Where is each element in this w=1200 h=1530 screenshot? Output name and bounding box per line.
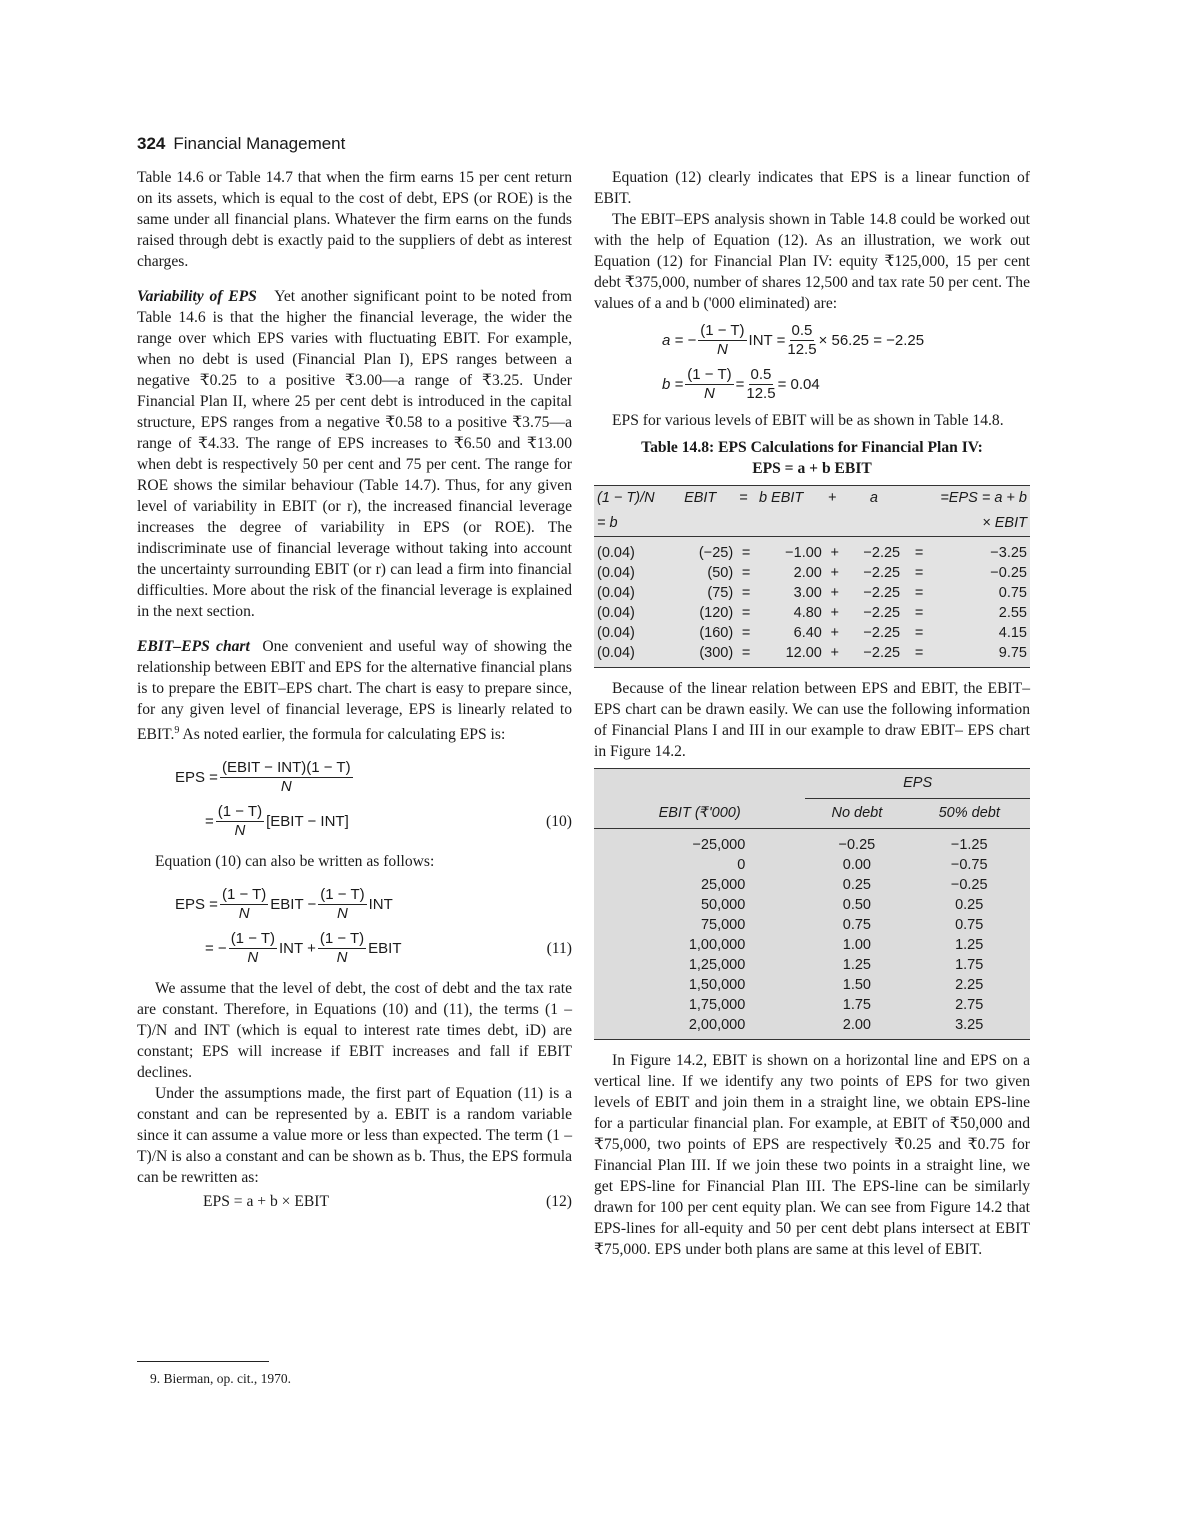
table-cell: = — [736, 643, 756, 668]
table-cell: + — [830, 625, 839, 641]
table-cell: (0.04) — [594, 643, 681, 668]
table-cell: 75,000 — [700, 917, 746, 933]
table-cell: (0.04) — [597, 625, 635, 641]
table-cell: 12.00 — [756, 643, 825, 668]
table-cell: + — [830, 565, 839, 581]
table-cell: −0.25 — [950, 877, 988, 893]
table-cell: (50) — [707, 565, 734, 581]
paragraph: Equation (10) can also be written as follows: — [155, 853, 435, 871]
table-header-row: (1 − T)/N EBIT = b EBIT + a =EPS = a + b — [594, 486, 1030, 512]
table-cell: 50,000 — [700, 897, 746, 913]
table-caption: Table 14.8: EPS Calculations for Financial Plan IV: EPS = a + b EBIT — [641, 439, 983, 477]
table-cell: 0.75 — [842, 917, 871, 933]
table-row — [594, 829, 1030, 856]
table-cell: −0.25 — [838, 837, 876, 853]
table-cell: (160) — [699, 625, 734, 641]
equation-number: (11) — [546, 939, 572, 957]
equation-12: EPS = a + b × EBIT (12) — [203, 1193, 572, 1211]
table-cell: + — [830, 585, 839, 601]
paragraph: Because of the linear relation between EPS and EBIT, the EBIT–EPS chart can be drawn easily. We can use the following information of Financial Plans I and III in our example to draw EBIT– EPS chart in Figure 14.2. — [594, 680, 1030, 760]
run-in-heading: Variability of EPS — [137, 288, 257, 305]
table-cell: 3.00 — [793, 585, 822, 601]
paragraph: In Figure 14.2, EBIT is shown on a horizontal line and EPS on a vertical line. If we identify any two points of EPS for two given levels of EBIT and join them in a straight line, we obtain EPS-line for a particular financial plan. For example, at EBIT of ₹50,000 and ₹75,000, two points of EPS are respectively ₹0.25 and ₹0.75 for Financial Plan III. If we join these two points in a straight line, we get EPS-line for Financial Plan III. The EPS-line can be similarly drawn for 100 per cent equity plan. We can see from Figure 14.2 that EPS-lines for all-equity and 50 per cent debt plans intersect at EBIT ₹75,000. EPS under both plans are same at this level of EBIT. — [594, 1052, 1030, 1258]
equation-number: (12) — [546, 1193, 572, 1211]
table-cell: (0.04) — [597, 545, 635, 561]
paragraph: We assume that the level of debt, the cost of debt and the tax rate are constant. Therefore, in Equations (10) and (11), the terms (1 – T)/N and INT (which is equal to interest rate times debt, iD) are constant; EPS will increase if EBIT increases and fall if EBIT declines. — [137, 980, 572, 1082]
table-cell: 2.00 — [793, 565, 822, 581]
table-row — [594, 855, 1030, 875]
table-cell: = — [914, 585, 924, 601]
table-cell: = — [914, 605, 924, 621]
table-cell: 1.25 — [955, 937, 984, 953]
table-row — [594, 1015, 1030, 1040]
right-column — [594, 167, 1030, 1260]
table-cell: 1.00 — [842, 937, 871, 953]
table-cell: 25,000 — [700, 877, 746, 893]
table-cell: = — [741, 605, 751, 621]
table-row — [594, 935, 1030, 955]
paragraph: EPS for various levels of EBIT will be as shown in Table 14.8. — [612, 412, 1004, 429]
table-cell: 3.25 — [908, 1015, 1030, 1040]
table-row — [594, 583, 1030, 603]
paragraph: EBIT–EPS chart One convenient and useful way of showing the relationship between EBIT and EPS for the alternative financial plans is to prepare the EBIT–EPS chart. The chart is easy to prepare since, for any given level of financial leverage, EPS is linearly related to EBIT.$^9$ As noted earlier, the formula for calculating EPS is: — [137, 638, 573, 744]
table-cell: 2.00 — [805, 1015, 908, 1040]
table-row — [594, 623, 1030, 643]
footnote-rule — [137, 1361, 269, 1362]
table-cell: = — [741, 565, 751, 581]
paragraph: Under the assumptions made, the first part of Equation (11) is a constant and can be represented by a. EBIT is a random variable since it can assume a value more or less than expected. The term (1 – T)/N is also a constant and can be shown as b. Thus, the EPS formula can be rewritten as: — [137, 1085, 572, 1187]
table-cell: 9.75 — [935, 643, 1030, 668]
running-header — [137, 134, 345, 154]
table-cell: −2.25 — [845, 643, 903, 668]
table-cell: −3.25 — [990, 545, 1027, 561]
table-cell: 2,00,000 — [594, 1015, 805, 1040]
table-cell: −25,000 — [692, 837, 746, 853]
footnote: 9. Bierman, op. cit., 1970. — [150, 1371, 291, 1386]
table-cell: −0.25 — [990, 565, 1027, 581]
table-cell: −1.25 — [950, 837, 988, 853]
paragraph: The EBIT–EPS analysis shown in Table 14.8 could be worked out with the help of Equation (12). As an illustration, we work out Equation (12) for Financial Plan IV: equity ₹125,000, 15 per cent debt ₹375,000, number of shares 12,500 and tax rate 50 per cent. The values of a and b ('000 eliminated) are: — [594, 211, 1030, 312]
equation-number: (10) — [546, 812, 572, 830]
paragraph: Variability of EPS Yet another significant point to be noted from Table 14.6 is that the higher the financial leverage, the wider the range over which EPS varies with fluctuating EBIT. For example, when no debt is used (Financial Plan I), EPS ranges between a negative ₹0.25 to a positive ₹3.00—a range of ₹3.25. Under Financial Plan II, where 25 per cent debt is introduced in the capital structure, EPS ranges from a negative ₹0.58 to a positive ₹3.75—a range of ₹4.33. The range of EPS increases to ₹6.50 and ₹13.00 when debt is respectively 50 per cent and 75 per cent. The range for ROE shows the similar behaviour (Table 14.7). Thus, for any given level of variability in EBIT (or r), the increased financial leverage increases the degree of variability in EPS (or ROE). The indiscriminate use of financial leverage without taking into account the uncertainty surrounding EBIT (or r) can lead a firm into financial difficulties. More about the risk of the financial leverage is explained in the next section. — [137, 288, 572, 620]
footnote-ref: 9 — [174, 725, 180, 736]
page-number: 324 — [137, 134, 166, 153]
left-column — [137, 167, 572, 1215]
table-cell: 0.25 — [955, 897, 984, 913]
table-row — [594, 975, 1030, 995]
table-cell: −2.25 — [863, 545, 901, 561]
table-cell: 2.25 — [955, 977, 984, 993]
table-row — [594, 915, 1030, 935]
equation-11: EPS = $\frac{(1 - T)}{N}$ EBIT − $\frac{(1 - T)}{N}$ INT = − $\frac{(1 - T)}{N}$ INT + $\frac{(1 - T)}{N}$ EBIT (11) — [175, 885, 572, 966]
table-row — [594, 537, 1030, 564]
table-cell: 0.25 — [842, 877, 871, 893]
table-row — [594, 955, 1030, 975]
table-cell: + — [830, 545, 839, 561]
table-cell: 0 — [737, 857, 746, 873]
table-row — [594, 875, 1030, 895]
equation-a-b: a = − $\frac{(1 - T)}{N}$ INT = $\frac{0.5}{12.5}$ × 56.25 = −2.25 b = $\frac{(1 - T)}{N}$ = $\frac{0.5}{12.5}$ = 0.04 — [662, 321, 925, 402]
table-cell: (0.04) — [597, 585, 635, 601]
table-cell: −2.25 — [863, 605, 901, 621]
table-cell: (0.04) — [597, 605, 635, 621]
table-cell: −2.25 — [863, 625, 901, 641]
table-cell: 1,75,000 — [688, 997, 746, 1013]
table-cell: = — [914, 545, 924, 561]
equation-10: EPS = $\frac{\text{(EBIT − INT)(1 − T)}}{N}$ = $\frac{(1 - T)}{N}$ [EBIT − INT] (10) — [175, 758, 572, 839]
table-cell: + — [830, 605, 839, 621]
table-cell: (−25) — [698, 545, 734, 561]
run-in-heading: EBIT–EPS chart — [137, 638, 250, 655]
table-row — [594, 563, 1030, 583]
table-cell: 4.80 — [793, 605, 822, 621]
table-cell: 4.15 — [998, 625, 1027, 641]
table-cell: = — [741, 545, 751, 561]
table-cell: 0.75 — [955, 917, 984, 933]
paragraph: Table 14.6 or Table 14.7 that when the firm earns 15 per cent return on its assets, which is equal to the cost of debt, EPS (or ROE) is the same under all financial plans. Whatever the firm earns on the funds raised through debt is exactly paid to the suppliers of debt as interest charges. — [137, 169, 572, 270]
table-header-row: EBIT (₹'000) No debt 50% debt — [594, 799, 1030, 829]
table-cell: 6.40 — [793, 625, 822, 641]
table-cell: = — [914, 625, 924, 641]
eps-comparison-table — [594, 768, 1030, 1040]
table-cell: 1,00,000 — [688, 937, 746, 953]
paragraph: Equation (12) clearly indicates that EPS is a linear function of EBIT. — [594, 169, 1030, 207]
table-cell: −2.25 — [863, 565, 901, 581]
table-cell: 1.75 — [842, 997, 871, 1013]
table-cell: = — [903, 643, 935, 668]
table-cell: 0.50 — [842, 897, 871, 913]
table-header-row: EPS — [594, 769, 1030, 799]
table-cell: −0.75 — [950, 857, 988, 873]
table-row — [594, 603, 1030, 623]
table-row — [594, 995, 1030, 1015]
running-title: Financial Management — [173, 134, 346, 153]
table-cell: = — [741, 585, 751, 601]
table-cell: = — [741, 625, 751, 641]
table-cell: (75) — [707, 585, 734, 601]
table-cell: = — [914, 565, 924, 581]
table-cell: −1.00 — [785, 545, 822, 561]
table-14-8 — [594, 485, 1030, 668]
table-cell: 0.00 — [842, 857, 871, 873]
table-cell: + — [825, 643, 845, 668]
table-cell: 1.75 — [955, 957, 984, 973]
table-cell: 1,25,000 — [688, 957, 746, 973]
table-header-row: = b × EBIT — [594, 511, 1030, 537]
table-cell: 1,50,000 — [688, 977, 746, 993]
table-cell: 2.55 — [998, 605, 1027, 621]
table-row — [594, 643, 1030, 668]
table-cell: 1.50 — [842, 977, 871, 993]
table-cell: −2.25 — [863, 585, 901, 601]
table-cell: 2.75 — [955, 997, 984, 1013]
table-cell: 0.75 — [998, 585, 1027, 601]
table-cell: (120) — [699, 605, 734, 621]
table-row — [594, 895, 1030, 915]
table-cell: (300) — [681, 643, 736, 668]
table-cell: 1.25 — [842, 957, 871, 973]
table-cell: (0.04) — [597, 565, 635, 581]
